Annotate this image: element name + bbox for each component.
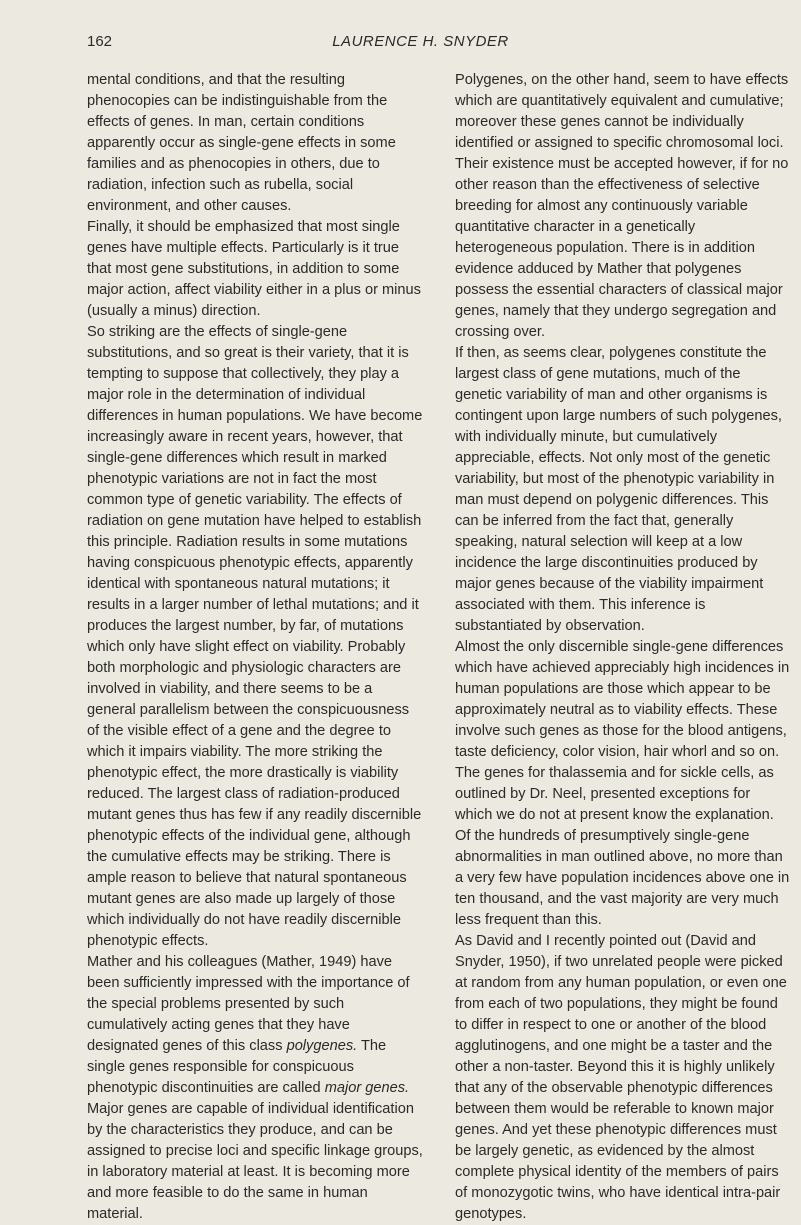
text-run: The single genes responsible for conspicuous phenotypic discontinuities are called [87, 1038, 387, 1096]
text-run: Major genes are capable of individual identification by the characteristics they produce, and can be assigned to precise loci and specific linkage groups, in laboratory material at least. It is becoming more and more feasible to do the same in human material. [87, 1101, 423, 1222]
text-run: Mather and his colleagues (Mather, 1949) have been sufficiently impressed with the importance of the special problems presented by such cumulatively acting genes that they have designated genes of this class [87, 954, 410, 1054]
running-head: LAURENCE H. SNYDER [332, 33, 509, 50]
term-polygenes: polygenes. [286, 1038, 358, 1054]
paragraph: If then, as seems clear, polygenes constitute the largest class of gene mutations, much of the genetic variability of man and other organisms is contingent upon large numbers of such polygenes, with individually minute, but cumulatively appreciable, effects. Not only most of the genetic variability, but most of the phenotypic variability in man must depend on polygenic differences. This can be inferred from the fact that, generally speaking, natural selection will keep at a low incidence the large discontinuities produced by major genes because of the viability impairment associated with them. This inference is substantiated by observation. [455, 345, 782, 634]
paragraph: Almost the only discernible single-gene differences which have achieved appreciably high incidences in human populations are those which appear to be approximately neutral as to viability effects. These involve such genes as those for the blood antigens, taste deficiency, color vision, hair whorl and so on. The genes for thalassemia and for sickle cells, as outlined by Dr. Neel, presented exceptions for which we do not at present know the explanation. Of the hundreds of presumptively single-gene abnormalities in man outlined above, no more than a very few have population incidences above one in ten thousand, and the vast majority are very much less frequent than this. [455, 639, 790, 928]
paragraph: Polygenes, on the other hand, seem to have effects which are quantitatively equivalent and cumulative; moreover these genes cannot be individually identified or assigned to specific chromosomal loci. Their existence must be accepted however, if for no other reason than the effectiveness of selective breeding for almost any continuously variable quantitative character in a genetically heterogeneous population. There is in addition evidence adduced by Mather that polygenes possess the essential characters of classical major genes, namely that they undergo segregation and crossing over. [455, 72, 789, 340]
page-number: 162 [87, 33, 113, 50]
right-column [455, 70, 791, 1225]
left-column [87, 70, 423, 1225]
term-major-genes: major genes. [324, 1080, 410, 1096]
paragraph [87, 952, 423, 1225]
paragraph: mental conditions, and that the resulting phenocopies can be indistinguishable from the effects of genes. In man, certain conditions apparently occur as single-gene effects in some families and as phenocopies in others, due to radiation, infection such as rubella, social environment, and other causes. [87, 72, 396, 214]
paragraph: As David and I recently pointed out (David and Snyder, 1950), if two unrelated people were picked at random from any human population, or even one from each of two populations, they might be found to differ in respect to one or another of the blood agglutinogens, and one might be a taster and the other a non-taster. Beyond this it is highly unlikely that any of the observable phenotypic differences between them would be referable to known major genes. And yet these phenotypic differences must be largely genetic, as evidenced by the almost complete physical identity of the members of pairs of monozygotic twins, who have identical intra-pair genotypes. [455, 933, 787, 1222]
paragraph: So striking are the effects of single-gene substitutions, and so great is their variety, that it is tempting to suppose that collectively, they play a major role in the determination of individual differences in human populations. We have become increasingly aware in recent years, however, that single-gene differences which result in marked phenotypic variations are not in fact the most common type of genetic variability. The effects of radiation on gene mutation have helped to establish this principle. Radiation results in some mutations having conspicuous phenotypic effects, apparently identical with spontaneous natural mutations; it results in a larger number of lethal mutations; and it produces the largest number, by far, of mutations which only have slight effect on viability. Probably both morphologic and physiologic characters are involved in viability, and there seems to be a general parallelism between the conspicuousness of the visible effect of a gene and the degree to which it impairs viability. The more striking the phenotypic effect, the more drastically is viability reduced. The largest class of radiation-produced mutant genes thus has few if any readily discernible phenotypic effects of the individual gene, although the cumulative effects may be striking. There is ample reason to believe that natural spontaneous mutant genes are also made up largely of those which individually do not have readily discernible phenotypic effects. [87, 324, 423, 949]
paragraph: Finally, it should be emphasized that most single genes have multiple effects. Particularly is it true that most gene substitutions, in addition to some major action, affect viability either in a plus or minus (usually a minus) direction. [87, 219, 421, 319]
